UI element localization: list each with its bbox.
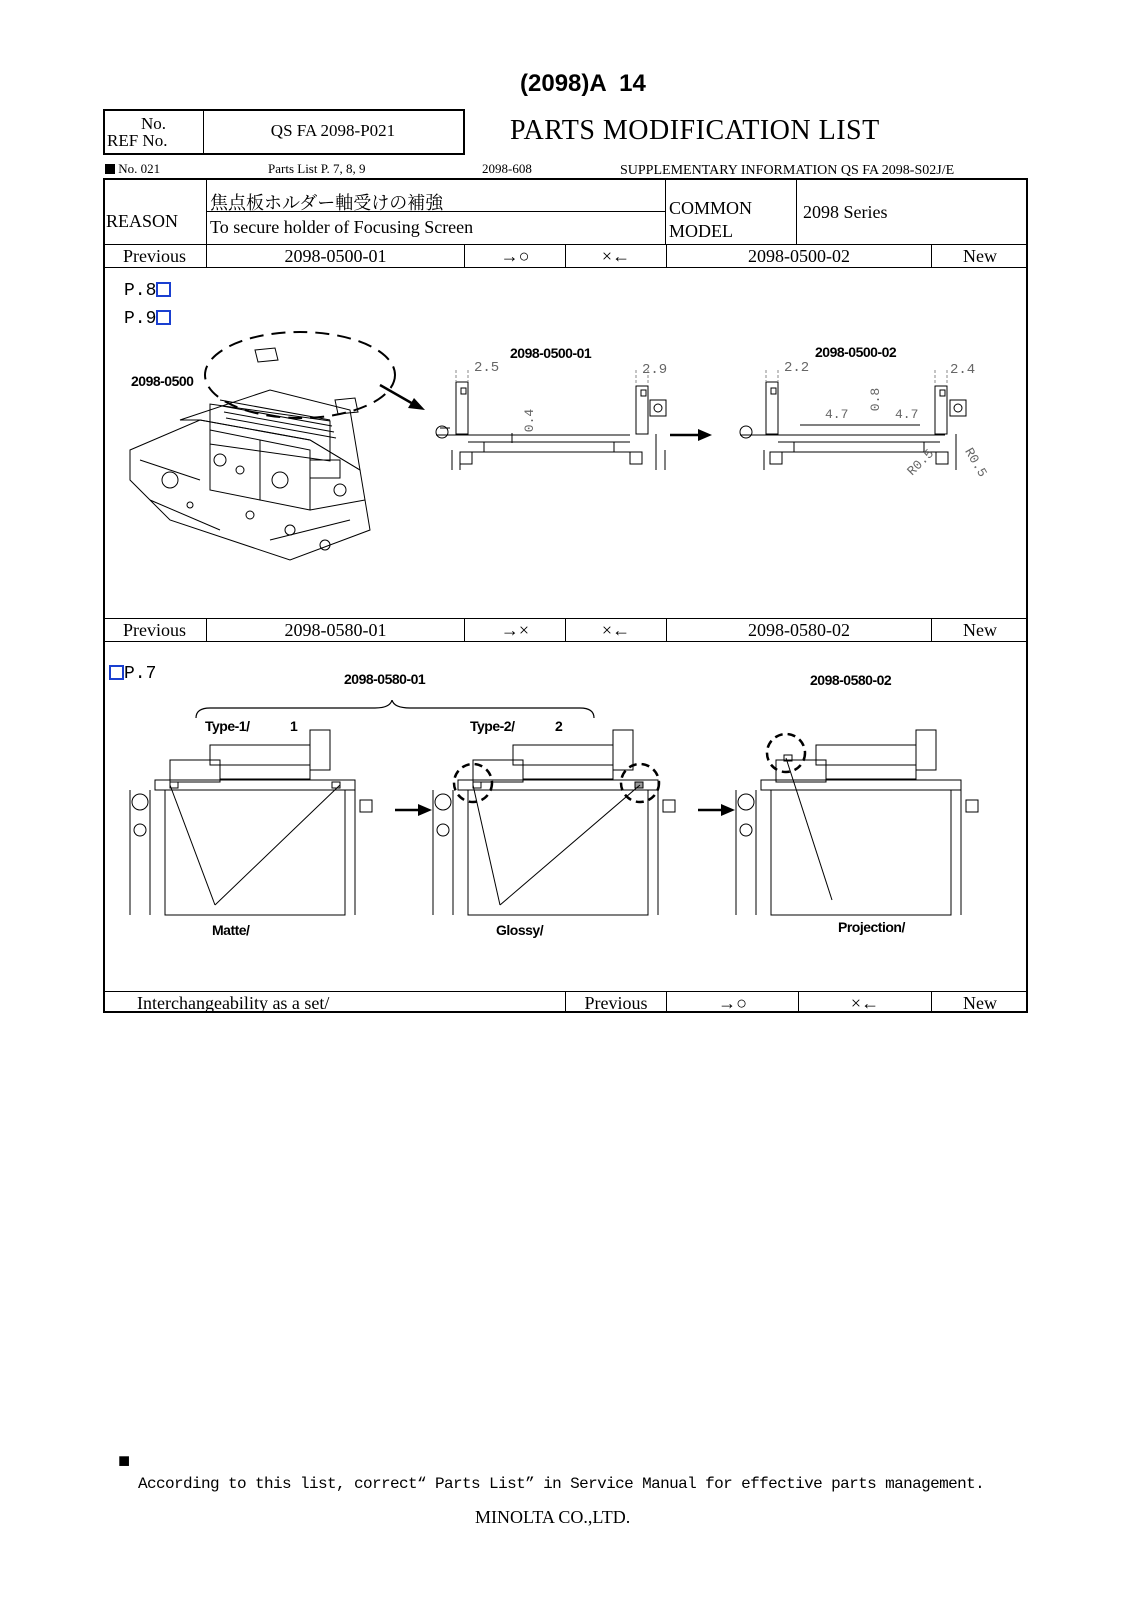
ref-label-line2: REF No. [107,131,168,150]
info-no [105,161,160,177]
new-part-label: 2098-0500-02 [815,344,897,360]
section1-backward: ×← [566,245,667,267]
checkbox-icon [109,665,124,680]
footer-company: MINOLTA CO.,LTD. [475,1507,631,1527]
section1-forward: →○ [465,245,566,267]
section1-previous-part: 2098-0500-01 [207,245,465,267]
type2-label: Type-2/ 2 [470,718,563,734]
checkbox-icon [156,310,171,325]
interchange-backward: ×← [799,992,932,1012]
checkbox-icon [156,282,171,297]
section2-previous-label: Previous [103,619,207,641]
section2-previous-part: 2098-0580-01 [207,619,465,641]
new-dim-5: 4.7 [895,407,919,422]
screen-type1 [130,730,372,915]
projection-label: Projection/ [838,919,959,935]
new-dim-7: R0.5 [961,445,990,480]
ref-label-line1: No. [107,114,167,133]
new-dim-1: 2.2 [784,360,810,376]
reason-en: To secure holder of Focusing Screen [210,217,474,237]
screen-new [736,730,978,915]
type1-label: Type-1/ 1 [205,718,298,734]
interchange-row [103,991,1028,1013]
new-dim-6: R0.5 [904,446,937,479]
interchange-previous: Previous [566,992,667,1012]
section1-diagram [110,330,1020,620]
matte-label: Matte/ [212,922,290,938]
old-part-drawing [436,382,666,470]
old-dim-2: 2.9 [642,362,668,378]
section2-old-label: 2098-0580-01 [344,671,426,687]
page-code: (2098)A 14 [520,70,646,97]
section1-page-ref-9-text: P.9 [124,309,157,329]
section2-backward: ×← [566,619,667,641]
old-part-label: 2098-0500-01 [510,345,592,361]
common-label-line2: COMMON [669,198,753,218]
old-dim-3: 0.4 [522,408,538,433]
interchange-forward: →○ [667,992,799,1012]
assembly-label: 2098-0500 [131,373,194,389]
common-value: 2098 Series [803,202,888,222]
reason-label-line1 [106,182,178,208]
interchange-label: Interchangeability as a set/ [103,992,566,1012]
info-code: 2098-608 [482,161,532,176]
ref-label-cell [105,111,204,153]
section1-page-ref-8 [124,281,171,301]
section2-diagram [110,700,1020,940]
section2-new-part: 2098-0580-02 [667,619,932,641]
common-label-line3: MODEL [669,221,733,241]
old-dim-1: 2.5 [474,360,500,376]
ref-box [103,109,465,155]
section1-page-ref-9 [124,309,171,329]
interchange-new: New [963,993,997,1013]
section1-new-label: New [963,246,997,266]
info-parts-list: Parts List P. 7, 8, 9 [268,161,366,176]
screen-type2 [433,730,675,915]
common-label-cell [665,178,797,244]
section2-forward: →× [465,619,566,641]
info-no-text: No. 021 [118,161,161,176]
ref-value: QS FA 2098-P021 [270,121,396,140]
reason-label-cell [103,178,207,244]
section1-new-part: 2098-0500-02 [667,245,932,267]
new-dim-4: 4.7 [825,407,849,422]
section2-page-ref-7-text: P.7 [124,664,157,684]
section1-previous-label: Previous [103,245,207,267]
doc-title: PARTS MODIFICATION LIST [510,115,880,146]
section1-row [103,244,1028,268]
detail-highlight-ellipse [205,332,395,418]
reason-jp: 焦点板ホルダー軸受けの補強 [210,193,444,213]
reason-divider [207,211,665,212]
glossy-label: Glossy/ [496,922,584,938]
section2-row [103,618,1028,642]
footer-jp-note: ■ [118,1450,951,1472]
section1-page-ref-8-text: P.8 [124,281,157,301]
reason-label-line2: REASON [106,211,179,231]
section2-page-ref-7 [109,664,156,684]
new-dim-2: 0.8 [868,387,884,412]
section2-new-label: New [963,620,997,640]
section2-new-label-diagram: 2098-0580-02 [810,672,892,688]
info-supplementary: SUPPLEMENTARY INFORMATION QS FA 2098-S02J/E [620,163,955,178]
footer-en-note: According to this list, correct“ Parts List” in Service Manual for effective parts management. [138,1475,985,1493]
new-dim-3: 2.4 [950,362,976,378]
